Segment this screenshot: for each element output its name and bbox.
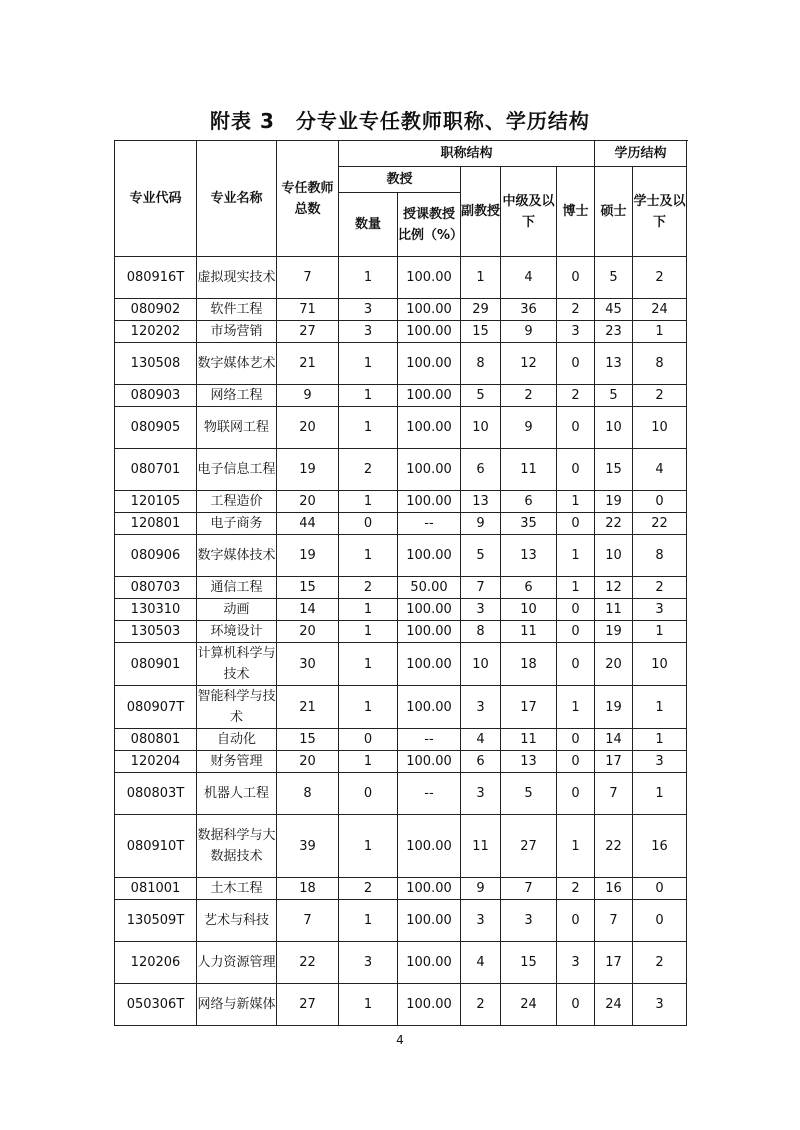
table-row: [115, 385, 687, 407]
cell-name: 数字媒体艺术: [197, 343, 277, 385]
cell-bachelor-below: 0: [633, 491, 687, 513]
cell-total: 20: [277, 621, 339, 643]
cell-bachelor-below: 8: [633, 535, 687, 577]
cell-name: 自动化: [197, 729, 277, 751]
cell-prof-count: 1: [339, 385, 398, 407]
cell-code: 120105: [115, 491, 197, 513]
cell-mid-below: 13: [501, 751, 557, 773]
cell-prof-ratio: 100.00: [398, 984, 461, 1026]
header-assoc: 副教授: [461, 167, 501, 257]
cell-master: 10: [595, 535, 633, 577]
cell-prof-ratio: 100.00: [398, 815, 461, 878]
cell-mid-below: 36: [501, 299, 557, 321]
cell-bachelor-below: 0: [633, 878, 687, 900]
cell-name: 动画: [197, 599, 277, 621]
cell-phd: 1: [557, 535, 595, 577]
cell-master: 7: [595, 773, 633, 815]
header-edu-structure: 学历结构: [595, 141, 687, 167]
cell-mid-below: 24: [501, 984, 557, 1026]
cell-master: 19: [595, 491, 633, 513]
cell-assoc: 6: [461, 751, 501, 773]
cell-master: 12: [595, 577, 633, 599]
cell-name: 通信工程: [197, 577, 277, 599]
table-row: [115, 343, 687, 385]
cell-mid-below: 13: [501, 535, 557, 577]
cell-name: 环境设计: [197, 621, 277, 643]
cell-code: 130503: [115, 621, 197, 643]
cell-phd: 0: [557, 751, 595, 773]
cell-assoc: 15: [461, 321, 501, 343]
cell-mid-below: 4: [501, 257, 557, 299]
cell-phd: 0: [557, 257, 595, 299]
cell-prof-count: 1: [339, 599, 398, 621]
cell-bachelor-below: 2: [633, 385, 687, 407]
cell-mid-below: 11: [501, 449, 557, 491]
cell-prof-count: 0: [339, 773, 398, 815]
cell-phd: 0: [557, 643, 595, 686]
cell-mid-below: 9: [501, 321, 557, 343]
page-number: 4: [396, 1033, 404, 1047]
cell-assoc: 10: [461, 407, 501, 449]
cell-assoc: 5: [461, 385, 501, 407]
table-row: [115, 900, 687, 942]
cell-phd: 2: [557, 878, 595, 900]
cell-total: 39: [277, 815, 339, 878]
table-row: [115, 513, 687, 535]
cell-prof-count: 3: [339, 321, 398, 343]
cell-assoc: 4: [461, 942, 501, 984]
cell-prof-count: 3: [339, 299, 398, 321]
cell-total: 20: [277, 491, 339, 513]
cell-prof-ratio: 100.00: [398, 751, 461, 773]
cell-bachelor-below: 1: [633, 773, 687, 815]
cell-master: 11: [595, 599, 633, 621]
cell-code: 080801: [115, 729, 197, 751]
cell-phd: 2: [557, 299, 595, 321]
cell-master: 14: [595, 729, 633, 751]
cell-assoc: 8: [461, 343, 501, 385]
cell-mid-below: 5: [501, 773, 557, 815]
cell-bachelor-below: 1: [633, 621, 687, 643]
header-total: 专任教师总数: [277, 141, 339, 257]
cell-master: 20: [595, 643, 633, 686]
cell-bachelor-below: 2: [633, 257, 687, 299]
cell-bachelor-below: 10: [633, 643, 687, 686]
cell-total: 30: [277, 643, 339, 686]
cell-prof-count: 1: [339, 407, 398, 449]
cell-bachelor-below: 22: [633, 513, 687, 535]
cell-prof-ratio: 100.00: [398, 299, 461, 321]
cell-prof-count: 2: [339, 878, 398, 900]
cell-master: 17: [595, 751, 633, 773]
cell-prof-ratio: 100.00: [398, 385, 461, 407]
cell-total: 15: [277, 577, 339, 599]
cell-bachelor-below: 1: [633, 321, 687, 343]
cell-master: 19: [595, 621, 633, 643]
cell-mid-below: 6: [501, 577, 557, 599]
cell-master: 7: [595, 900, 633, 942]
table-row: [115, 773, 687, 815]
cell-master: 22: [595, 513, 633, 535]
cell-phd: 0: [557, 407, 595, 449]
cell-total: 18: [277, 878, 339, 900]
cell-phd: 2: [557, 385, 595, 407]
cell-name: 计算机科学与技术: [197, 643, 277, 686]
cell-name: 电子信息工程: [197, 449, 277, 491]
faculty-structure-table: [114, 140, 687, 1026]
cell-phd: 1: [557, 686, 595, 729]
cell-phd: 0: [557, 773, 595, 815]
header-bachelor-below: 学士及以下: [633, 167, 687, 257]
cell-phd: 1: [557, 577, 595, 599]
table-row: [115, 257, 687, 299]
cell-phd: 0: [557, 621, 595, 643]
cell-total: 7: [277, 900, 339, 942]
table-row: [115, 535, 687, 577]
cell-prof-ratio: --: [398, 729, 461, 751]
header-phd: 博士: [557, 167, 595, 257]
cell-mid-below: 7: [501, 878, 557, 900]
cell-name: 土木工程: [197, 878, 277, 900]
cell-prof-ratio: 100.00: [398, 599, 461, 621]
cell-code: 120206: [115, 942, 197, 984]
cell-total: 21: [277, 343, 339, 385]
cell-bachelor-below: 1: [633, 729, 687, 751]
cell-total: 27: [277, 321, 339, 343]
cell-prof-count: 1: [339, 686, 398, 729]
cell-code: 130508: [115, 343, 197, 385]
table-row: [115, 491, 687, 513]
cell-total: 27: [277, 984, 339, 1026]
cell-mid-below: 15: [501, 942, 557, 984]
cell-code: 080910T: [115, 815, 197, 878]
cell-phd: 0: [557, 513, 595, 535]
cell-prof-count: 1: [339, 343, 398, 385]
cell-mid-below: 9: [501, 407, 557, 449]
cell-prof-count: 1: [339, 491, 398, 513]
cell-bachelor-below: 0: [633, 900, 687, 942]
cell-phd: 0: [557, 984, 595, 1026]
cell-prof-ratio: 100.00: [398, 491, 461, 513]
cell-code: 120202: [115, 321, 197, 343]
cell-bachelor-below: 10: [633, 407, 687, 449]
cell-name: 虚拟现实技术: [197, 257, 277, 299]
cell-name: 电子商务: [197, 513, 277, 535]
cell-code: 120204: [115, 751, 197, 773]
cell-assoc: 3: [461, 599, 501, 621]
cell-code: 050306T: [115, 984, 197, 1026]
cell-name: 艺术与科技: [197, 900, 277, 942]
cell-mid-below: 10: [501, 599, 557, 621]
cell-master: 15: [595, 449, 633, 491]
cell-prof-ratio: 100.00: [398, 343, 461, 385]
cell-name: 物联网工程: [197, 407, 277, 449]
cell-bachelor-below: 24: [633, 299, 687, 321]
cell-name: 人力资源管理: [197, 942, 277, 984]
cell-total: 14: [277, 599, 339, 621]
cell-code: 081001: [115, 878, 197, 900]
table-row: [115, 321, 687, 343]
cell-bachelor-below: 16: [633, 815, 687, 878]
cell-total: 71: [277, 299, 339, 321]
cell-bachelor-below: 3: [633, 751, 687, 773]
cell-code: 080903: [115, 385, 197, 407]
cell-prof-ratio: 100.00: [398, 643, 461, 686]
table-body: [115, 257, 687, 1026]
cell-prof-count: 1: [339, 815, 398, 878]
cell-assoc: 7: [461, 577, 501, 599]
cell-assoc: 1: [461, 257, 501, 299]
cell-mid-below: 18: [501, 643, 557, 686]
cell-prof-ratio: 100.00: [398, 535, 461, 577]
cell-bachelor-below: 2: [633, 942, 687, 984]
table-row: [115, 299, 687, 321]
table-row: [115, 942, 687, 984]
table-row: [115, 729, 687, 751]
cell-name: 市场营销: [197, 321, 277, 343]
cell-assoc: 3: [461, 686, 501, 729]
cell-total: 22: [277, 942, 339, 984]
cell-code: 080701: [115, 449, 197, 491]
page-title: 附表 3 分专业专任教师职称、学历结构: [210, 109, 590, 133]
cell-assoc: 6: [461, 449, 501, 491]
cell-prof-ratio: 100.00: [398, 449, 461, 491]
header-code: 专业代码: [115, 141, 197, 257]
cell-phd: 3: [557, 942, 595, 984]
cell-assoc: 10: [461, 643, 501, 686]
table-row: [115, 751, 687, 773]
cell-prof-ratio: 100.00: [398, 900, 461, 942]
cell-phd: 0: [557, 449, 595, 491]
cell-master: 13: [595, 343, 633, 385]
cell-phd: 0: [557, 343, 595, 385]
cell-bachelor-below: 1: [633, 686, 687, 729]
table-row: [115, 407, 687, 449]
cell-bachelor-below: 4: [633, 449, 687, 491]
table-row: [115, 621, 687, 643]
cell-bachelor-below: 2: [633, 577, 687, 599]
cell-name: 财务管理: [197, 751, 277, 773]
cell-total: 20: [277, 751, 339, 773]
cell-total: 15: [277, 729, 339, 751]
cell-phd: 0: [557, 729, 595, 751]
cell-total: 19: [277, 535, 339, 577]
cell-master: 23: [595, 321, 633, 343]
cell-phd: 1: [557, 491, 595, 513]
cell-name: 智能科学与技术: [197, 686, 277, 729]
cell-assoc: 3: [461, 900, 501, 942]
cell-master: 10: [595, 407, 633, 449]
cell-prof-count: 1: [339, 900, 398, 942]
cell-code: 080905: [115, 407, 197, 449]
cell-mid-below: 2: [501, 385, 557, 407]
cell-prof-ratio: 100.00: [398, 257, 461, 299]
cell-prof-count: 3: [339, 942, 398, 984]
cell-mid-below: 3: [501, 900, 557, 942]
cell-prof-ratio: 50.00: [398, 577, 461, 599]
cell-assoc: 8: [461, 621, 501, 643]
cell-code: 120801: [115, 513, 197, 535]
cell-assoc: 2: [461, 984, 501, 1026]
cell-master: 22: [595, 815, 633, 878]
cell-assoc: 13: [461, 491, 501, 513]
cell-prof-ratio: --: [398, 773, 461, 815]
cell-total: 7: [277, 257, 339, 299]
cell-prof-count: 1: [339, 751, 398, 773]
cell-mid-below: 12: [501, 343, 557, 385]
cell-prof-count: 2: [339, 577, 398, 599]
table-row: [115, 577, 687, 599]
cell-assoc: 29: [461, 299, 501, 321]
table-row: [115, 449, 687, 491]
cell-code: 080902: [115, 299, 197, 321]
cell-bachelor-below: 8: [633, 343, 687, 385]
cell-bachelor-below: 3: [633, 984, 687, 1026]
header-prof-ratio: 授课教授比例（%）: [398, 193, 461, 257]
table-row: [115, 686, 687, 729]
cell-name: 数据科学与大数据技术: [197, 815, 277, 878]
header-master: 硕士: [595, 167, 633, 257]
cell-master: 5: [595, 257, 633, 299]
cell-total: 44: [277, 513, 339, 535]
cell-mid-below: 27: [501, 815, 557, 878]
cell-prof-ratio: --: [398, 513, 461, 535]
cell-master: 19: [595, 686, 633, 729]
cell-phd: 0: [557, 900, 595, 942]
cell-prof-count: 2: [339, 449, 398, 491]
cell-phd: 0: [557, 599, 595, 621]
cell-bachelor-below: 3: [633, 599, 687, 621]
table-row: [115, 599, 687, 621]
cell-mid-below: 11: [501, 621, 557, 643]
cell-name: 网络工程: [197, 385, 277, 407]
cell-total: 20: [277, 407, 339, 449]
cell-prof-count: 1: [339, 621, 398, 643]
cell-prof-count: 1: [339, 257, 398, 299]
cell-master: 17: [595, 942, 633, 984]
cell-prof-ratio: 100.00: [398, 878, 461, 900]
header-title-structure: 职称结构: [339, 141, 595, 167]
cell-code: 080901: [115, 643, 197, 686]
cell-total: 19: [277, 449, 339, 491]
table-row: [115, 643, 687, 686]
cell-assoc: 9: [461, 878, 501, 900]
cell-mid-below: 6: [501, 491, 557, 513]
cell-assoc: 3: [461, 773, 501, 815]
cell-prof-ratio: 100.00: [398, 407, 461, 449]
cell-phd: 1: [557, 815, 595, 878]
cell-name: 机器人工程: [197, 773, 277, 815]
cell-name: 工程造价: [197, 491, 277, 513]
cell-total: 8: [277, 773, 339, 815]
cell-code: 080803T: [115, 773, 197, 815]
cell-name: 软件工程: [197, 299, 277, 321]
cell-mid-below: 11: [501, 729, 557, 751]
cell-total: 9: [277, 385, 339, 407]
cell-mid-below: 35: [501, 513, 557, 535]
cell-code: 080916T: [115, 257, 197, 299]
cell-code: 130509T: [115, 900, 197, 942]
cell-code: 080907T: [115, 686, 197, 729]
header-name: 专业名称: [197, 141, 277, 257]
header-prof-count: 数量: [339, 193, 398, 257]
cell-master: 45: [595, 299, 633, 321]
header-professor: 教授: [339, 167, 461, 193]
cell-prof-count: 1: [339, 535, 398, 577]
cell-assoc: 11: [461, 815, 501, 878]
cell-prof-count: 0: [339, 729, 398, 751]
cell-code: 080703: [115, 577, 197, 599]
cell-prof-ratio: 100.00: [398, 942, 461, 984]
cell-code: 080906: [115, 535, 197, 577]
cell-prof-count: 1: [339, 984, 398, 1026]
cell-master: 24: [595, 984, 633, 1026]
cell-assoc: 9: [461, 513, 501, 535]
cell-name: 网络与新媒体: [197, 984, 277, 1026]
cell-name: 数字媒体技术: [197, 535, 277, 577]
cell-mid-below: 17: [501, 686, 557, 729]
cell-assoc: 4: [461, 729, 501, 751]
header-mid-below: 中级及以下: [501, 167, 557, 257]
cell-prof-ratio: 100.00: [398, 321, 461, 343]
cell-code: 130310: [115, 599, 197, 621]
cell-prof-count: 0: [339, 513, 398, 535]
table-row: [115, 984, 687, 1026]
cell-prof-ratio: 100.00: [398, 621, 461, 643]
cell-total: 21: [277, 686, 339, 729]
cell-prof-ratio: 100.00: [398, 686, 461, 729]
cell-master: 16: [595, 878, 633, 900]
cell-phd: 3: [557, 321, 595, 343]
table-row: [115, 878, 687, 900]
cell-master: 5: [595, 385, 633, 407]
table-row: [115, 815, 687, 878]
cell-prof-count: 1: [339, 643, 398, 686]
cell-assoc: 5: [461, 535, 501, 577]
